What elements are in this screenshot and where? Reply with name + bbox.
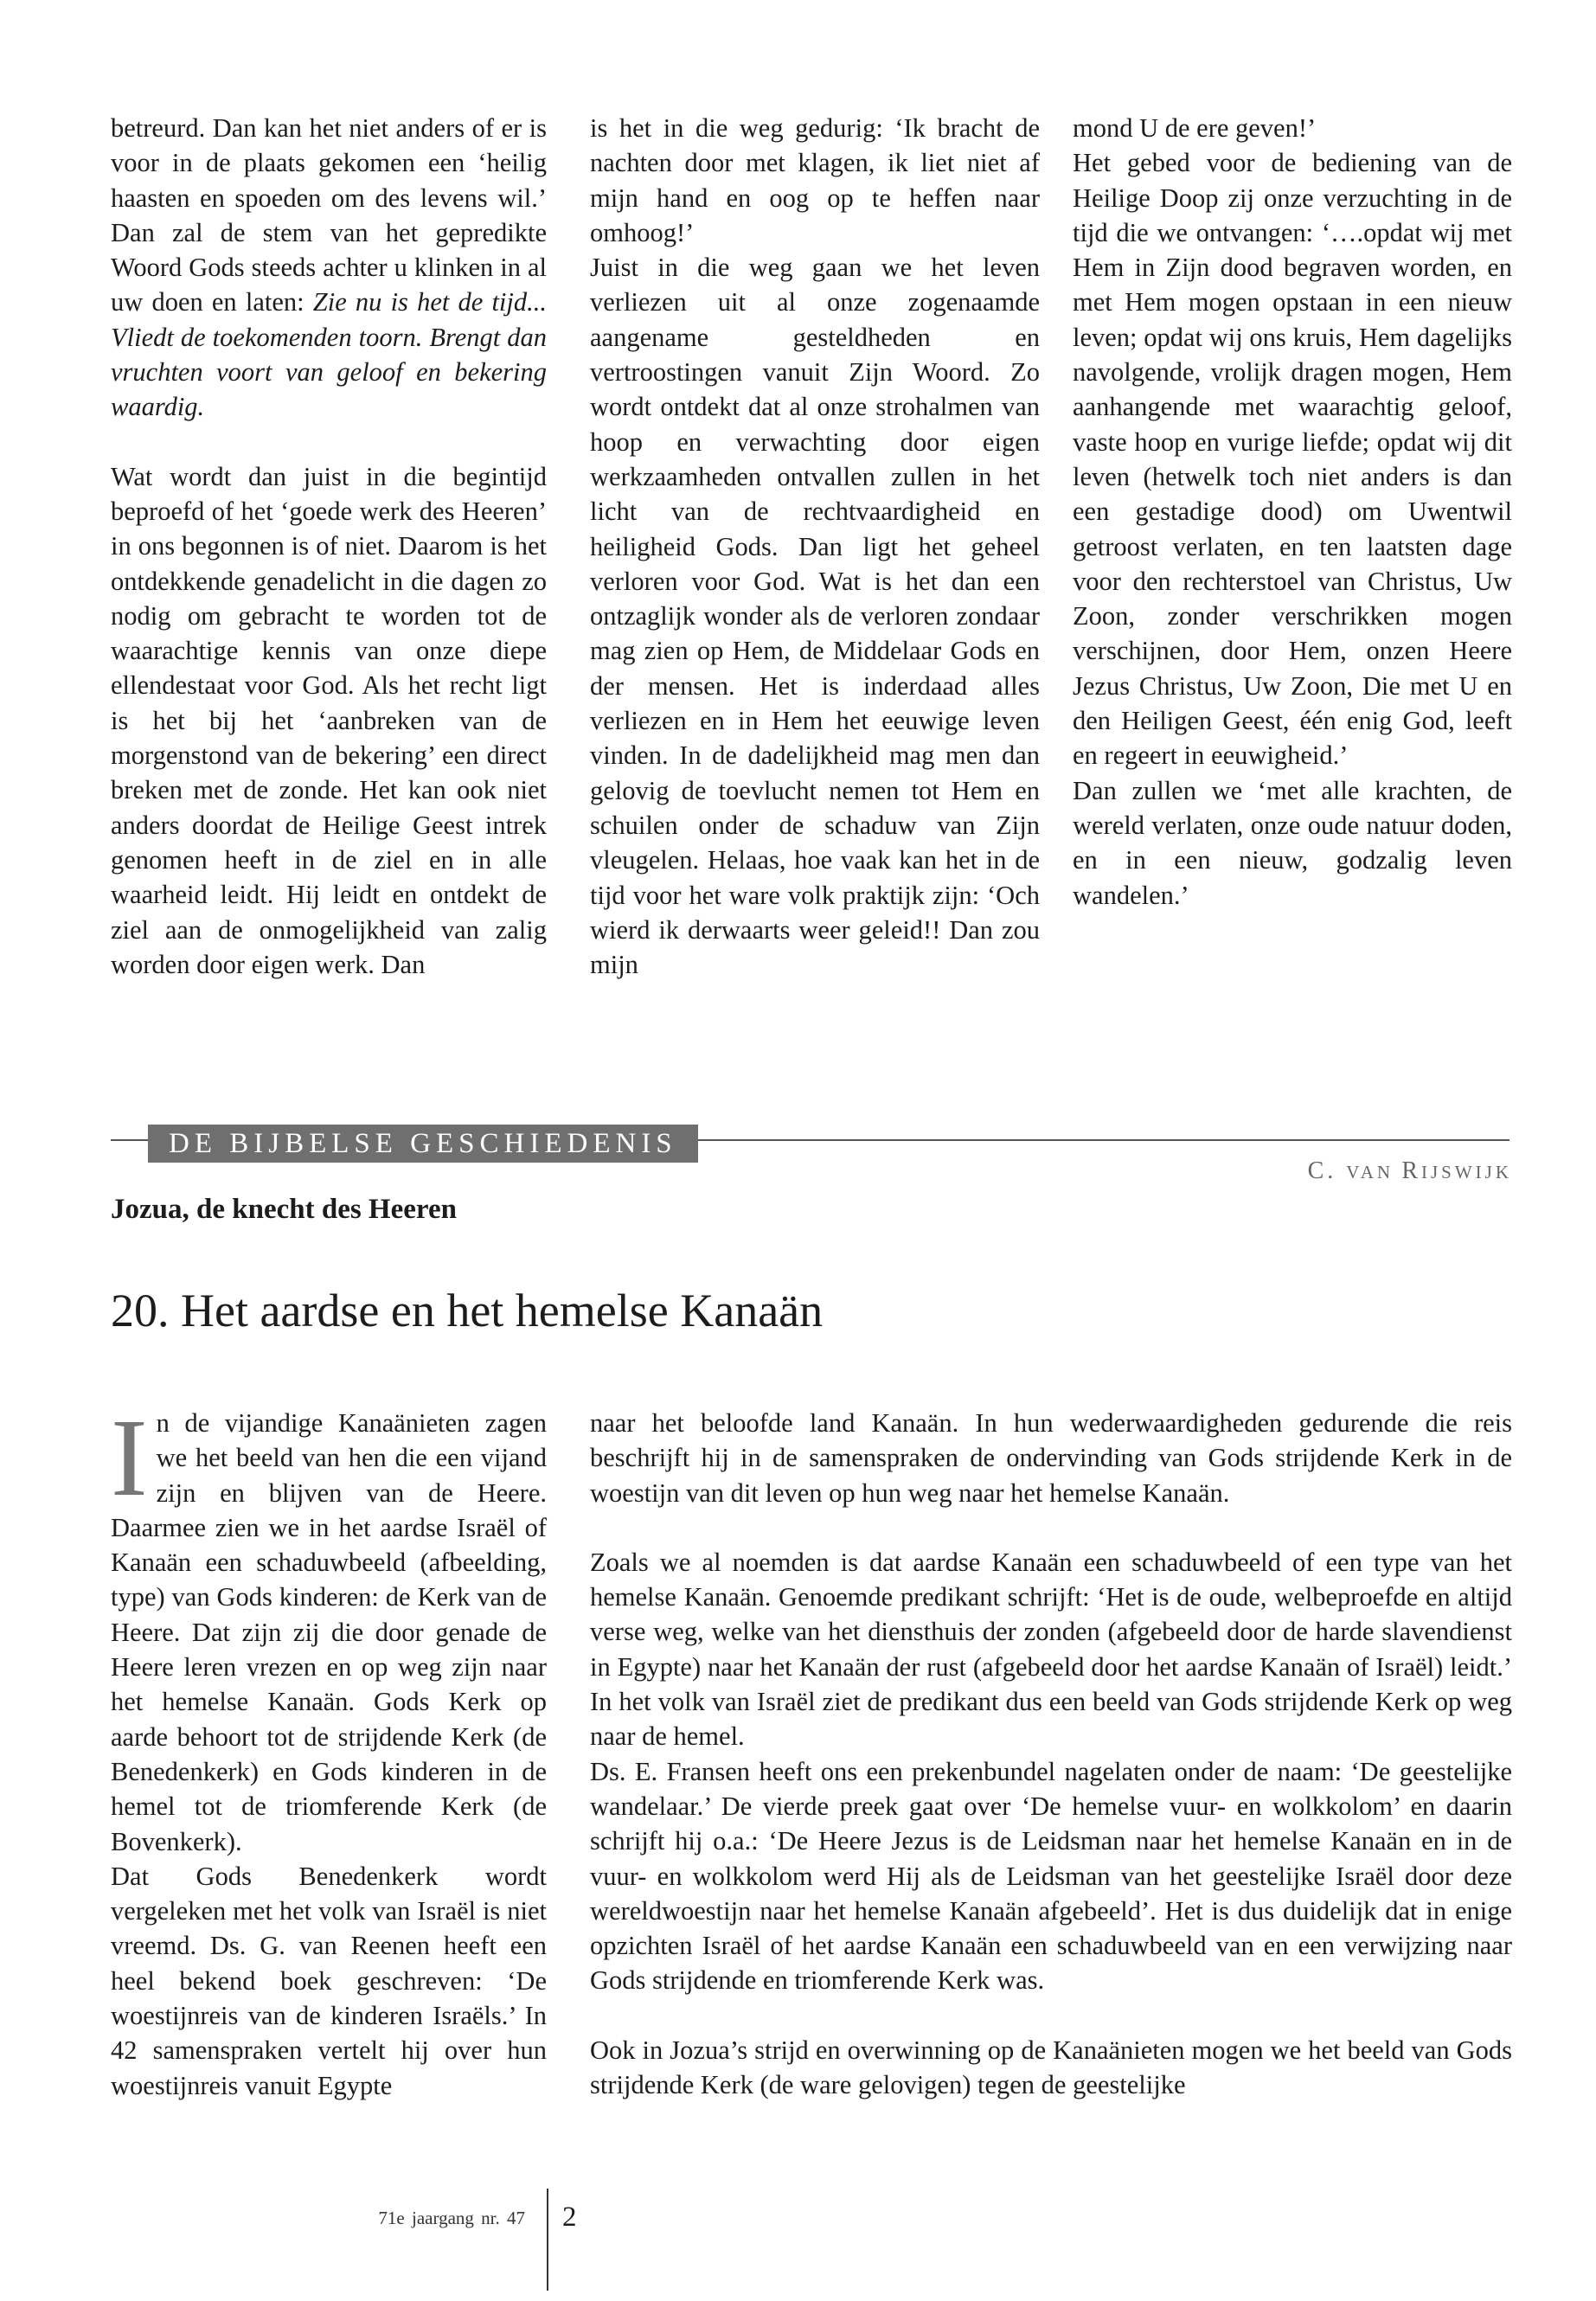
paragraph: In de vijandige Kanaänieten zagen we het beeld van hen die een vijand zijn en blijven van de Heere. Daarmee zien we in het aardse Israël of Kanaän een schaduwbeeld (afbeelding, type) van Gods kinderen: de Kerk van de Heere. Dat zijn zij die door genade de Heere leren vrezen en op weg zijn naar het hemelse Kanaän. Gods Kerk op aarde behoort tot de strijdende Kerk (de Benedenkerk) en Gods kinderen in de hemel tot de triomferende Kerk (de Bovenkerk). <box>111 1396 547 1856</box>
paragraph: naar het beloofde land Kanaän. In hun wederwaardigheden gedurende die reis beschrijft hij in de samenspraken de ondervinding van Gods strijdende Kerk in de woestijn van dit leven op hun weg naar het hemelse Kanaän. <box>590 1408 1512 1508</box>
series-title: Jozua, de knecht des Heeren <box>111 1194 457 1225</box>
paragraph: Ds. E. Fransen heeft ons een prekenbundel nagelaten onder de naam: ‘De geestelijke wandelaar.’ De vierde preek gaat over ‘De hemelse vuur- en wolkkolom’ en daarin schrijft hij o.a.: ‘De Heere Jezus is de Leidsman naar het hemelse Kanaän en in de vuur- en wolkkolom werd Hij als de Leidsman van het geestelijke Israël door deze wereldwoestijn naar het hemelse Kanaän afgebeeld’. Het is dus duidelijk dat in enige opzichten Israël of het aardse Kanaän een schaduwbeeld van en een verwijzing naar Gods strijdende en triomferende Kerk was. <box>590 1756 1512 1996</box>
italic-quote: Zie nu is het de tijd... Vliedt de toekomenden toorn. Brengt dan vruchten voort van geloof en bekering waardig. <box>111 287 547 422</box>
section-label: DE BIJBELSE GESCHIEDENIS <box>148 1125 698 1163</box>
paragraph: Zoals we al noemden is dat aardse Kanaän een schaduwbeeld of een type van het hemelse Kanaän. Genoemde predikant schrijft: ‘Het is de oude, welbeproefde en altijd verse weg, welke van het diensthuis der zonden (afgebeeld door de harde slavendienst in Egypte) naar het Kanaän der rust (afgebeeld door het aardse Kanaän of Israël) leidt.’ In het volk van Israël ziet de predikant dus een beeld van Gods strijdende Kerk op weg naar de hemel. <box>590 1547 1512 1752</box>
article-headline: 20. Het aardse en het hemelse Kanaän <box>111 1285 824 1336</box>
top-column-1 <box>111 111 547 982</box>
issue-label: 71e jaargang nr. 47 <box>378 2208 525 2228</box>
footer-divider <box>547 2189 548 2291</box>
paragraph: mond U de ere geven!’ <box>1073 113 1317 143</box>
top-column-2 <box>590 111 1040 982</box>
top-column-3 <box>1073 111 1512 913</box>
paragraph: Dan zullen we ‘met alle krachten, de wereld verlaten, onze oude natuur doden, en in een nieuw, godzalig leven wandelen.’ <box>1073 775 1512 910</box>
article-column-left <box>111 1396 547 2103</box>
paragraph: Wat wordt dan juist in die begintijd beproefd of het ‘goede werk des Heeren’ in ons begonnen is of niet. Daarom is het ontdekkende genadelicht in die dagen zo nodig om gebracht te worden tot de waarachtige kennis van onze diepe ellendestaat voor God. Als het recht ligt is het bij het ‘aanbreken van de morgenstond van de bekering’ een direct breken met de zonde. Het kan ook niet anders doordat de Heilige Geest intrek genomen heeft in de ziel en in alle waarheid leidt. Hij leidt en ontdekt de ziel aan de onmogelijkheid van zalig worden door eigen werk. Dan <box>111 461 547 979</box>
paragraph: Ook in Jozua’s strijd en overwinning op de Kanaänieten mogen we het beeld van Gods strijdende Kerk (de ware gelovigen) tegen de geestelijke <box>590 2035 1512 2100</box>
author-name: C. VAN RIJSWIJK <box>1307 1157 1512 1184</box>
article-column-right <box>590 1406 1512 2102</box>
page-number: 2 <box>562 2202 577 2233</box>
paragraph: Het gebed voor de bediening van de Heilige Doop zij onze verzuchting in de tijd die we ontvangen: ‘….opdat wij met Hem in Zijn dood begraven worden, en met Hem mogen opstaan in een nieuw leven; opdat wij ons kruis, Hem dagelijks navolgende, vrolijk dragen mogen, Hem aanhangende met waarachtig geloof, vaste hoop en vurige liefde; opdat wij dit leven (hetwelk toch niet anders is dan een gestadige dood) om Uwentwil getroost verlaten, en ten laatsten dage voor den rechterstoel van Christus, Uw Zoon, zonder verschrikken mogen verschijnen, door Hem, onzen Heere Jezus Christus, Uw Zoon, Die met U en den Heiligen Geest, één enig God, leeft en regeert in eeuwigheid.’ <box>1073 148 1512 771</box>
paragraph: Dat Gods Benedenkerk wordt vergeleken met het volk van Israël is niet vreemd. Ds. G. van Reenen heeft een heel bekend boek geschreven: ‘De woestijnreis van de kinderen Israëls.’ In 42 samenspraken vertelt hij over hun woestijnreis vanuit Egypte <box>111 1861 547 2100</box>
paragraph: Juist in die weg gaan we het leven verliezen uit al onze zogenaamde aangename gesteldheden en vertroostingen vanuit Zijn Woord. Zo wordt ontdekt dat al onze strohalmen van hoop en verwachting door eigen werkzaamheden ontvallen zullen in het licht van de rechtvaardigheid en heiligheid Gods. Dan ligt het geheel verloren voor God. Wat is het dan een ontzaglijk wonder als de verloren zondaar mag zien op Hem, de Middelaar Gods en der mensen. Het is inderdaad alles verliezen en in Hem het eeuwige leven vinden. In de dadelijkheid mag men dan gelovig de toevlucht nemen tot Hem en schuilen onder de schaduw van Zijn vleugelen. Helaas, hoe vaak kan het in de tijd voor het ware volk praktijk zijn: ‘Och wierd ik derwaarts weer geleid!! Dan zou mijn <box>590 253 1040 980</box>
paragraph: is het in die weg gedurig: ‘Ik bracht de nachten door met klagen, ik liet niet af mijn hand en oog op te heffen naar omhoog!’ <box>590 113 1040 247</box>
drop-cap: I <box>111 1396 148 1519</box>
paragraph: betreurd. Dan kan het niet anders of er is voor in de plaats gekomen een ‘heilig haasten en spoeden om des levens wil.’ Dan zal de stem van het gepredikte Woord Gods steeds achter u klinken in al uw doen en laten: Zie nu is het de tijd... Vliedt de toekomenden toorn. Brengt dan vruchten voort van geloof en bekering waardig. <box>111 113 547 422</box>
